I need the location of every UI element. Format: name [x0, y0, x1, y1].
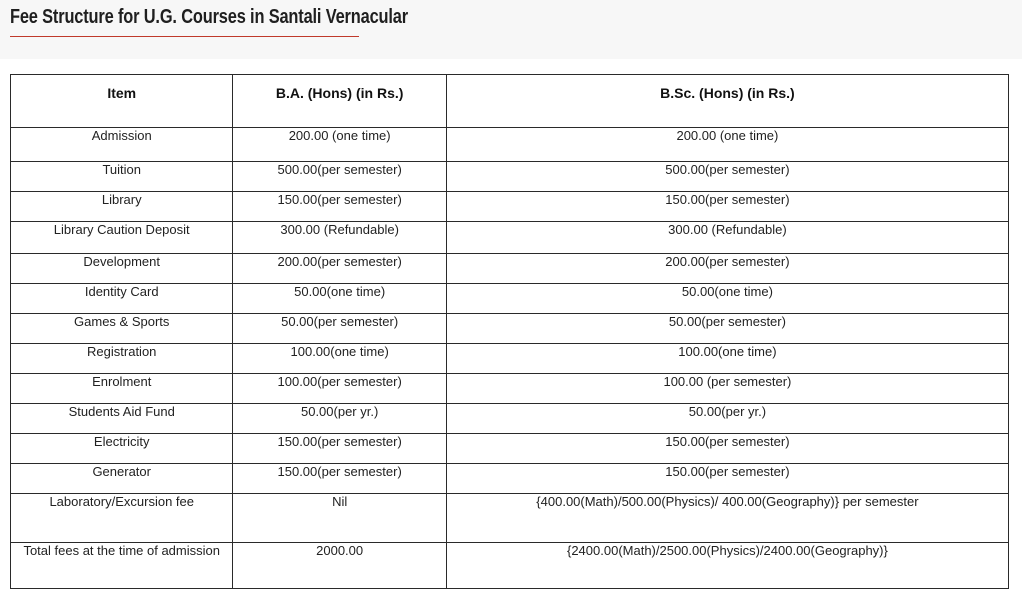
bsc-fee-cell: 100.00(one time) [446, 344, 1008, 374]
ba-fee-cell: 50.00(one time) [233, 284, 446, 314]
ba-fee-cell: 150.00(per semester) [233, 192, 446, 222]
item-cell: Library [11, 192, 233, 222]
bsc-fee-cell: {2400.00(Math)/2500.00(Physics)/2400.00(Geography)} [446, 543, 1008, 589]
table-row [11, 314, 1009, 344]
ba-fee-cell: 2000.00 [233, 543, 446, 589]
item-cell: Library Caution Deposit [11, 222, 233, 254]
ba-fee-cell: Nil [233, 494, 446, 543]
table-row [11, 254, 1009, 284]
table-header-row [11, 75, 1009, 128]
item-cell: Games & Sports [11, 314, 233, 344]
table-row [11, 162, 1009, 192]
bsc-fee-cell: 50.00(per semester) [446, 314, 1008, 344]
item-cell: Laboratory/Excursion fee [11, 494, 233, 543]
bsc-fee-cell: 150.00(per semester) [446, 434, 1008, 464]
table-row [11, 404, 1009, 434]
item-cell: Tuition [11, 162, 233, 192]
ba-fee-cell: 200.00(per semester) [233, 254, 446, 284]
item-cell: Development [11, 254, 233, 284]
column-header-ba: B.A. (Hons) (in Rs.) [233, 75, 446, 128]
bsc-fee-cell: 500.00(per semester) [446, 162, 1008, 192]
table-body [11, 128, 1009, 589]
ba-fee-cell: 50.00(per semester) [233, 314, 446, 344]
item-cell: Students Aid Fund [11, 404, 233, 434]
bsc-fee-cell: {400.00(Math)/500.00(Physics)/ 400.00(Geography)} per semester [446, 494, 1008, 543]
table-row [11, 434, 1009, 464]
ba-fee-cell: 100.00(one time) [233, 344, 446, 374]
item-cell: Generator [11, 464, 233, 494]
page-title: Fee Structure for U.G. Courses in Santali Vernacular [10, 6, 408, 28]
bsc-fee-cell: 150.00(per semester) [446, 464, 1008, 494]
ba-fee-cell: 50.00(per yr.) [233, 404, 446, 434]
item-cell: Identity Card [11, 284, 233, 314]
table-row [11, 464, 1009, 494]
table-row [11, 344, 1009, 374]
column-header-item: Item [11, 75, 233, 128]
fee-structure-table [10, 74, 1009, 589]
page-header [0, 0, 1022, 59]
table-row [11, 374, 1009, 404]
bsc-fee-cell: 150.00(per semester) [446, 192, 1008, 222]
ba-fee-cell: 150.00(per semester) [233, 464, 446, 494]
title-underline [10, 36, 359, 37]
table-row [11, 494, 1009, 543]
item-cell: Registration [11, 344, 233, 374]
table-row [11, 284, 1009, 314]
item-cell: Enrolment [11, 374, 233, 404]
ba-fee-cell: 500.00(per semester) [233, 162, 446, 192]
ba-fee-cell: 100.00(per semester) [233, 374, 446, 404]
ba-fee-cell: 150.00(per semester) [233, 434, 446, 464]
ba-fee-cell: 200.00 (one time) [233, 128, 446, 162]
item-cell: Electricity [11, 434, 233, 464]
item-cell: Total fees at the time of admission [11, 543, 233, 589]
item-cell: Admission [11, 128, 233, 162]
bsc-fee-cell: 200.00(per semester) [446, 254, 1008, 284]
ba-fee-cell: 300.00 (Refundable) [233, 222, 446, 254]
table-row [11, 192, 1009, 222]
bsc-fee-cell: 50.00(one time) [446, 284, 1008, 314]
bsc-fee-cell: 100.00 (per semester) [446, 374, 1008, 404]
bsc-fee-cell: 300.00 (Refundable) [446, 222, 1008, 254]
bsc-fee-cell: 200.00 (one time) [446, 128, 1008, 162]
table-row [11, 222, 1009, 254]
column-header-bsc: B.Sc. (Hons) (in Rs.) [446, 75, 1008, 128]
table-row [11, 543, 1009, 589]
table-row [11, 128, 1009, 162]
bsc-fee-cell: 50.00(per yr.) [446, 404, 1008, 434]
